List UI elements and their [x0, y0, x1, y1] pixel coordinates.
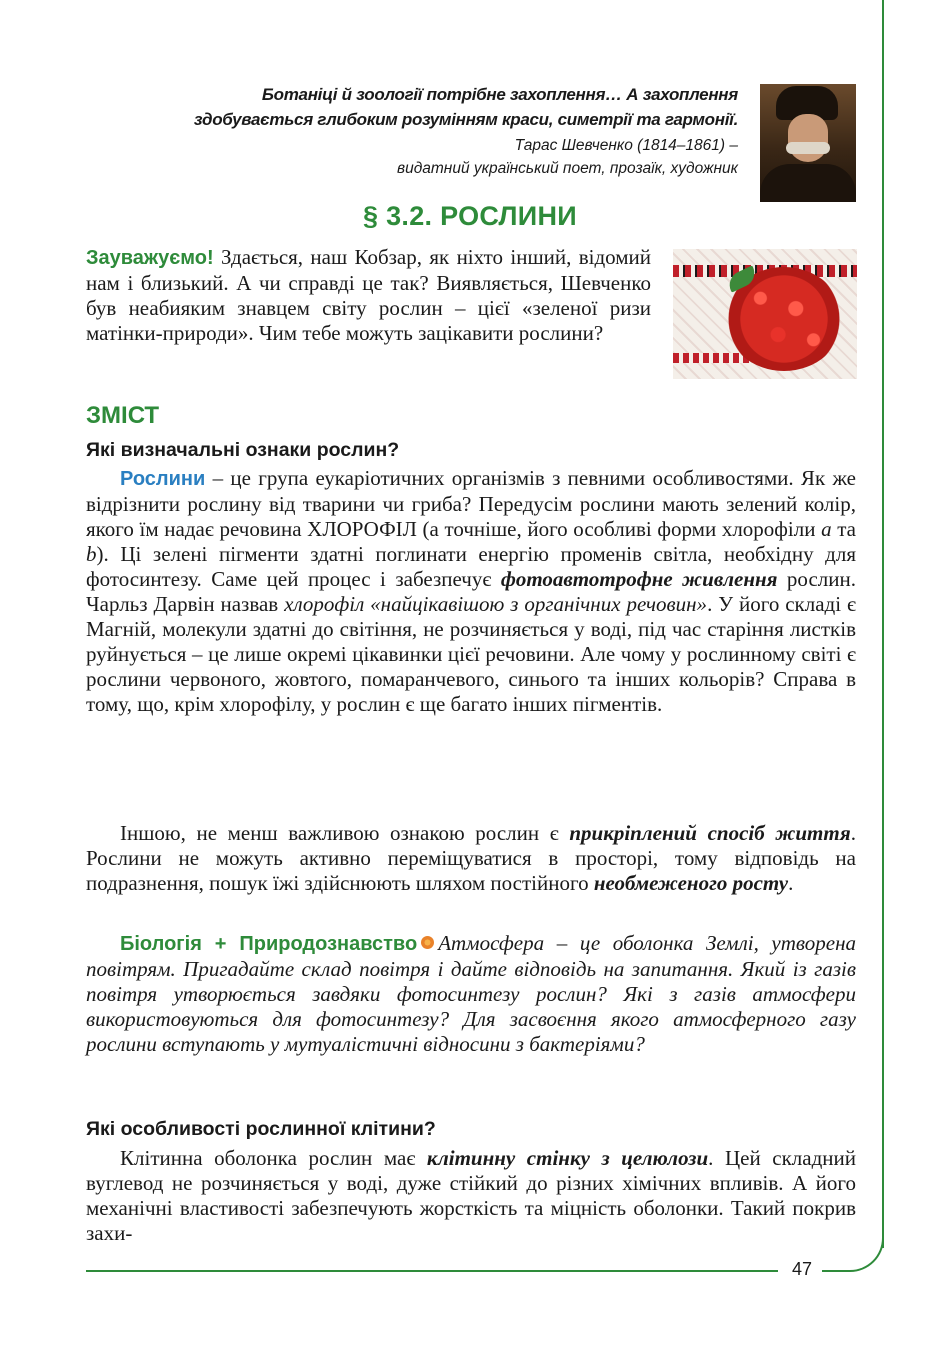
text: b — [86, 542, 97, 566]
intro-text: Здається, наш Кобзар, як ніхто інший, відомий нам і близький. А чи справді це так? Виявляється, Шевченко був неабияким знавцем світу рослин – цієї «зеленої ризи матінки-природи». Чим тебе можуть зацікавити рослини? — [86, 245, 651, 345]
paragraph-cell-wall — [86, 1146, 856, 1246]
section-title: § 3.2. РОСЛИНИ — [363, 201, 577, 231]
biology-nature-lead: Біологія + Природознавство — [120, 933, 418, 955]
text: – це група еукаріотичних організмів з певними особливостями. Як же відрізнити рослину від тварини чи гриба? Передусім рослини мають зелений колір, якого їм надає речовина ХЛОРОФІЛ (а точніше, його особливі форми хлорофіли — [86, 466, 856, 541]
text: . — [788, 871, 794, 895]
paragraph-attached-life — [86, 821, 856, 896]
page-bottom-rule-right — [822, 1270, 850, 1272]
epigraph-author-line: видатний український поет, прозаїк, художник — [397, 160, 738, 177]
question-heading-2: Які особливості рослинної клітини? — [86, 1118, 436, 1140]
emphasis: клітинну стінку з целюлози — [426, 1146, 709, 1170]
text: ). Ці зелені пігменти здатні поглинати енергію променів світла, необхідну для фотосинтезу. Саме цей процес і забезпечує — [86, 542, 856, 591]
text: Клітинна оболонка рослин має — [120, 1146, 427, 1170]
text: . Рослини не можуть активно переміщуватися в просторі, тому відповідь на подразнення, пошук їжі здійснюють шляхом постійного — [86, 821, 856, 895]
text: . Цей складний вуглевод не розчиняється у воді, дуже стійкий до різних хімічних впливів. А його механічні властивості забезпечують жорсткість та міцність оболонки. Такий покрив захи- — [86, 1146, 856, 1245]
paragraph-biology-nature — [86, 931, 856, 1057]
paragraph-plants-features — [86, 466, 856, 717]
italic-quote: хлорофіл «найцікавішою з органічних речовин» — [284, 592, 708, 616]
text: Іншою, не менш важливою ознакою рослин є — [120, 821, 570, 845]
text: та — [831, 517, 856, 541]
viburnum-image — [673, 249, 857, 379]
text: рослин. Чарльз Дарвін назвав — [86, 567, 856, 616]
emphasis: прикріплений спосіб життя — [569, 821, 851, 845]
term-plants: Рослини — [120, 468, 206, 490]
intro-lead: Зауважуємо! — [86, 247, 214, 269]
epigraph — [110, 82, 738, 180]
italic-task: Атмосфера – це оболонка Землі, утворена повітрям. Пригадайте склад повітря і дайте відповідь на запитання. Який із газів повітря утворюється завдяки фотосинтезу рослин? Які з газів атмосфери використовуються для фотосинтезу? Для засвоєння якого атмосферного газу рослини вступають у мутуалістичні відносини з бактеріями? — [86, 931, 856, 1056]
page-frame-right-line — [882, 0, 884, 1248]
epigraph-quote-line: здобувається глибоким розумінням краси, симетрії та гармонії. — [193, 110, 738, 129]
question-heading-1: Які визначальні ознаки рослин? — [86, 439, 400, 461]
intro-paragraph — [86, 245, 651, 346]
emphasis: фотоавтотрофне живлення — [500, 567, 778, 591]
content-heading: ЗМІСТ — [86, 402, 160, 429]
epigraph-quote — [110, 82, 738, 132]
shevchenko-portrait-image — [760, 84, 856, 202]
emphasis: необмеженого росту — [593, 871, 789, 895]
epigraph-author-line: Тарас Шевченко (1814–1861) – — [514, 137, 738, 154]
epigraph-quote-line: Ботаніці й зоології потрібне захоплення… А захоплення — [261, 85, 738, 104]
page-bottom-rule — [86, 1270, 778, 1272]
page-number: 47 — [791, 1259, 813, 1279]
text: . У його складі є Магній, молекули здатні до світіння, не розчиняється у воді, під час старіння листків руйнується – це лише окремі цікавинки цієї речовини. Але чому у рослинному світі є рослини червоного, жовтого, помаранчевого, синього та інших кольорів? Справа в тому, що, крім хлорофілу, у рослин є ще багато інших пігментів. — [86, 592, 856, 716]
epigraph-author — [110, 134, 738, 180]
text: a — [821, 517, 832, 541]
flower-icon — [421, 936, 434, 949]
